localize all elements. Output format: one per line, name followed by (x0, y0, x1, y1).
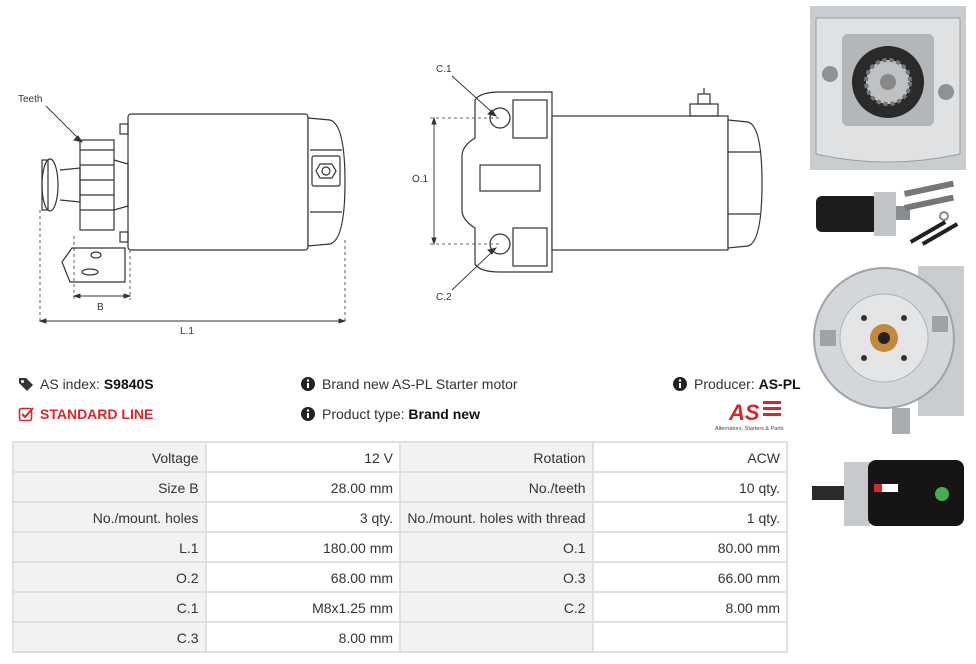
standard-line: STANDARD LINE (18, 406, 153, 422)
tags-icon (18, 376, 34, 392)
spec-value: 180.00 mm (206, 532, 400, 562)
spec-value: ACW (593, 442, 787, 472)
specs-table (12, 441, 788, 653)
table-row (13, 442, 787, 472)
spec-label: No./mount. holes with thread (400, 502, 593, 532)
info-circle-icon (672, 376, 688, 392)
spec-label (400, 622, 593, 652)
c2-label: C.2 (436, 292, 452, 303)
table-row (13, 562, 787, 592)
producer-value: AS-PL (758, 376, 801, 392)
spec-value: M8x1.25 mm (206, 592, 400, 622)
spec-value: 12 V (206, 442, 400, 472)
info-circle-icon (300, 376, 316, 392)
spec-value (593, 622, 787, 652)
spec-label: Size B (13, 472, 206, 502)
photo-pinion-view[interactable] (808, 4, 968, 172)
as-index: AS index: S9840S (18, 376, 154, 392)
producer: Producer: AS-PL (672, 376, 801, 392)
spec-label: O.2 (13, 562, 206, 592)
table-row (13, 472, 787, 502)
spec-value: 68.00 mm (206, 562, 400, 592)
spec-value: 8.00 mm (593, 592, 787, 622)
technical-drawing (0, 0, 800, 350)
product-type: Product type: Brand new (300, 406, 480, 422)
spec-label: Voltage (13, 442, 206, 472)
table-row (13, 592, 787, 622)
product-type-value: Brand new (408, 406, 480, 422)
as-pl-logo[interactable] (713, 398, 793, 432)
info-circle-icon (300, 406, 316, 422)
table-row (13, 532, 787, 562)
spec-value: 80.00 mm (593, 532, 787, 562)
spec-label: O.3 (400, 562, 593, 592)
spec-label: O.1 (400, 532, 593, 562)
spec-value: 3 qty. (206, 502, 400, 532)
logo-text: AS (729, 400, 760, 425)
spec-label: C.1 (13, 592, 206, 622)
spec-value: 66.00 mm (593, 562, 787, 592)
spec-value: 28.00 mm (206, 472, 400, 502)
c1-label: C.1 (436, 64, 452, 75)
spec-value: 1 qty. (593, 502, 787, 532)
o1-label: O.1 (412, 174, 429, 185)
as-index-value: S9840S (103, 376, 154, 392)
spec-label: C.3 (13, 622, 206, 652)
spec-value: 8.00 mm (206, 622, 400, 652)
spec-label: Rotation (400, 442, 593, 472)
photo-side-view[interactable] (808, 454, 968, 534)
spec-value: 10 qty. (593, 472, 787, 502)
photo-kit-view[interactable] (808, 178, 968, 248)
spec-label: L.1 (13, 532, 206, 562)
spec-label: No./mount. holes (13, 502, 206, 532)
teeth-label: Teeth (18, 94, 43, 105)
logo-tagline: Alternators, Starters & Parts (715, 426, 784, 432)
spec-label: C.2 (400, 592, 593, 622)
description: Brand new AS-PL Starter motor (300, 376, 518, 392)
table-row (13, 622, 787, 652)
b-label: B (97, 302, 104, 313)
check-square-icon (18, 406, 34, 422)
table-row (13, 502, 787, 532)
l1-label: L.1 (180, 326, 194, 337)
photo-rear-view[interactable] (808, 256, 968, 446)
spec-label: No./teeth (400, 472, 593, 502)
